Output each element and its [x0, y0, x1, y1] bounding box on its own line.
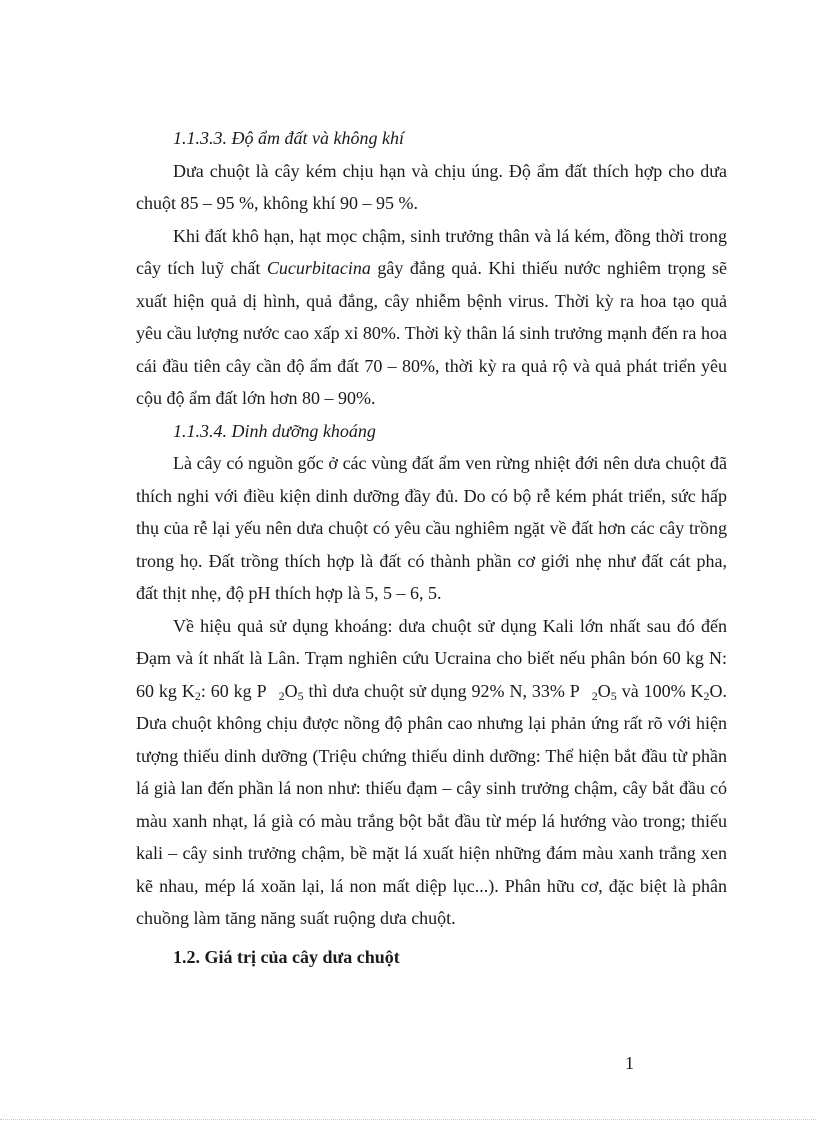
- section-heading-1-2: 1.2. Giá trị của cây dưa chuột: [173, 946, 400, 967]
- section-heading-1-1-3-3: 1.1.3.3. Độ ẩm đất và không khí: [173, 128, 404, 148]
- mineral-text-5: O: [597, 680, 611, 701]
- paragraph-drought: [136, 220, 727, 415]
- cucurbitacina-term: Cucurbitacina: [266, 258, 371, 278]
- subscript-2: 2: [278, 688, 285, 703]
- section-heading-1-1-3-4: 1.1.3.4. Dinh dưỡng khoáng: [173, 420, 376, 441]
- paragraph-drought-text-b: gây đắng quả. Khi thiếu nước nghiêm trọng sẽ xuất hiện quả dị hình, quả đắng, cây nhiễm bệnh virus. Thời kỳ ra hoa tạo quả yêu cầu lượng nước cao xấp xỉ 80%. Thời kỳ thân lá sinh trưởng mạnh đến ra hoa cái đầu tiên cây cần độ ẩm đất 70 – 80%, thời kỳ ra quả rộ và quả phát triển yêu cộu độ ẩm đất lớn hơn 80 – 90%.: [136, 258, 728, 408]
- letter-p: P: [569, 680, 580, 701]
- mineral-text-4: thì dưa chuột sử dụng 92% N, 33%: [303, 680, 570, 701]
- mineral-text-3: O: [284, 680, 298, 701]
- mineral-text-6: và 100% K: [616, 680, 704, 701]
- subscript-2: 2: [591, 688, 598, 703]
- paragraph-soil: Là cây có nguồn gốc ở các vùng đất ẩm ven rừng nhiệt đới nên dưa chuột đã thích nghi với điều kiện dinh dưỡng đầy đủ. Do có bộ rễ kém phát triển, sức hấp thụ của rễ lại yếu nên dưa chuột có yêu cầu nghiêm ngặt về đất hơn các cây trồng trong họ. Đất trồng thích hợp là đất có thành phần cơ giới nhẹ như đất cát pha, đất thịt nhẹ, độ pH thích hợp là 5, 5 – 6, 5.: [136, 453, 727, 603]
- paragraph-drought-text-a: Khi đất khô hạn, hạt mọc chậm, sinh trưởng thân và lá kém, đồng thời trong cây tích luỹ chất: [136, 225, 727, 278]
- subscript-2: 2: [703, 688, 710, 703]
- mineral-text-1: Về hiệu quả sử dụng khoáng: dưa chuột sử dụng Kali lớn nhất sau đó đến Đạm và ít nhất là Lân. Trạm nghiên cứu Ucraina cho biết nếu phân bón 60 kg N: 60 kg K: [136, 615, 727, 701]
- mineral-text-7: O. Dưa chuột không chịu được nồng độ phân cao nhưng lại phản ứng rất rõ với hiện tượng thiếu dinh dưỡng (Triệu chứng thiếu dinh dưỡng: Thể hiện bắt đầu từ phần lá già lan đến phần lá non như: thiếu đạm – cây sinh trưởng chậm, cây bắt đầu có màu xanh nhạt, lá già có màu trắng bột bắt đầu từ mép lá hướng vào trong; thiếu kali – cây sinh trưởng chậm, bề mặt lá xuất hiện những đám màu xanh trắng xen kẽ nhau, mép lá xoăn lại, lá non mất diệp lục...). Phân hữu cơ, đặc biệt là phân chuồng làm tăng năng suất ruộng dưa chuột.: [136, 680, 727, 928]
- subscript-5: 5: [297, 688, 304, 703]
- page-number: 1: [625, 1053, 634, 1073]
- document-body: [136, 122, 727, 973]
- page-bottom-divider: [0, 1119, 816, 1120]
- paragraph-humidity: Dưa chuột là cây kém chịu hạn và chịu úng. Độ ẩm đất thích hợp cho dưa chuột 85 – 95 %, không khí 90 – 95 %.: [136, 160, 727, 213]
- paragraph-mineral: [136, 610, 727, 935]
- letter-p: P: [256, 680, 267, 701]
- mineral-text-2: : 60 kg: [200, 680, 257, 701]
- subscript-2: 2: [194, 688, 201, 703]
- subscript-5: 5: [610, 688, 617, 703]
